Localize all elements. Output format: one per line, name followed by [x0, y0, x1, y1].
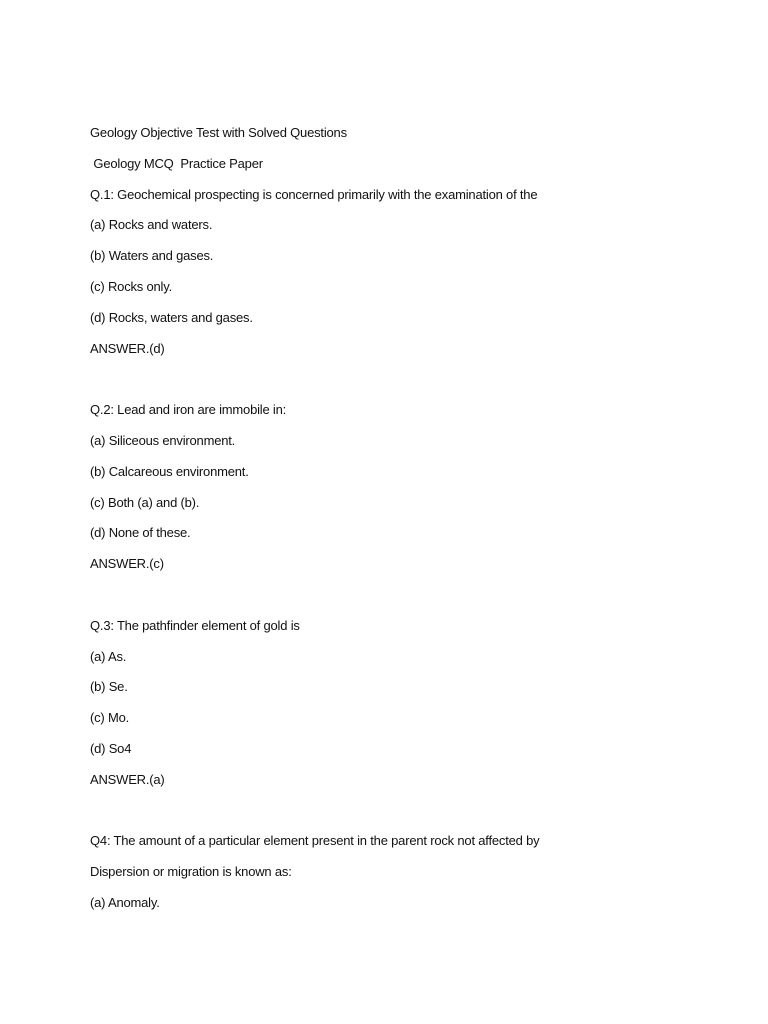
option-c: (c) Rocks only. [90, 278, 172, 294]
question-block-4 [90, 831, 730, 913]
option-c: (c) Mo. [90, 710, 130, 726]
option-d: (d) So4 [90, 740, 132, 756]
option-d: (d) Rocks, waters and gases. [90, 309, 253, 325]
question-text-line-2: Dispersion or migration is known as: [90, 864, 292, 880]
document-subtitle: Geology MCQ Practice Paper [90, 155, 263, 171]
option-b: (b) Se. [90, 679, 128, 695]
option-a: (a) As. [90, 648, 127, 664]
spacer [90, 585, 730, 616]
option-a: (a) Rocks and waters. [90, 217, 213, 233]
option-b: (b) Calcareous environment. [90, 463, 249, 479]
answer-text: ANSWER.(a) [90, 771, 165, 787]
question-text: Q.1: Geochemical prospecting is concerned primarily with the examination of the [90, 186, 538, 202]
option-c: (c) Both (a) and (b). [90, 494, 200, 510]
question-text: Q.2: Lead and iron are immobile in: [90, 402, 287, 418]
spacer [90, 801, 730, 832]
answer-text: ANSWER.(c) [90, 556, 164, 572]
question-block-1 [90, 185, 730, 359]
question-block-2 [90, 400, 730, 574]
option-b: (b) Waters and gases. [90, 248, 214, 264]
option-a: (a) Anomaly. [90, 894, 160, 910]
answer-text: ANSWER.(d) [90, 340, 165, 356]
question-block-3 [90, 616, 730, 790]
document-title: Geology Objective Test with Solved Questions [90, 125, 347, 140]
question-text-line-1: Q4: The amount of a particular element present in the parent rock not affected by [90, 833, 540, 849]
option-d: (d) None of these. [90, 525, 191, 541]
document-content [90, 123, 730, 924]
question-text: Q.3: The pathfinder element of gold is [90, 617, 300, 633]
option-a: (a) Siliceous environment. [90, 432, 236, 448]
spacer [90, 369, 730, 400]
